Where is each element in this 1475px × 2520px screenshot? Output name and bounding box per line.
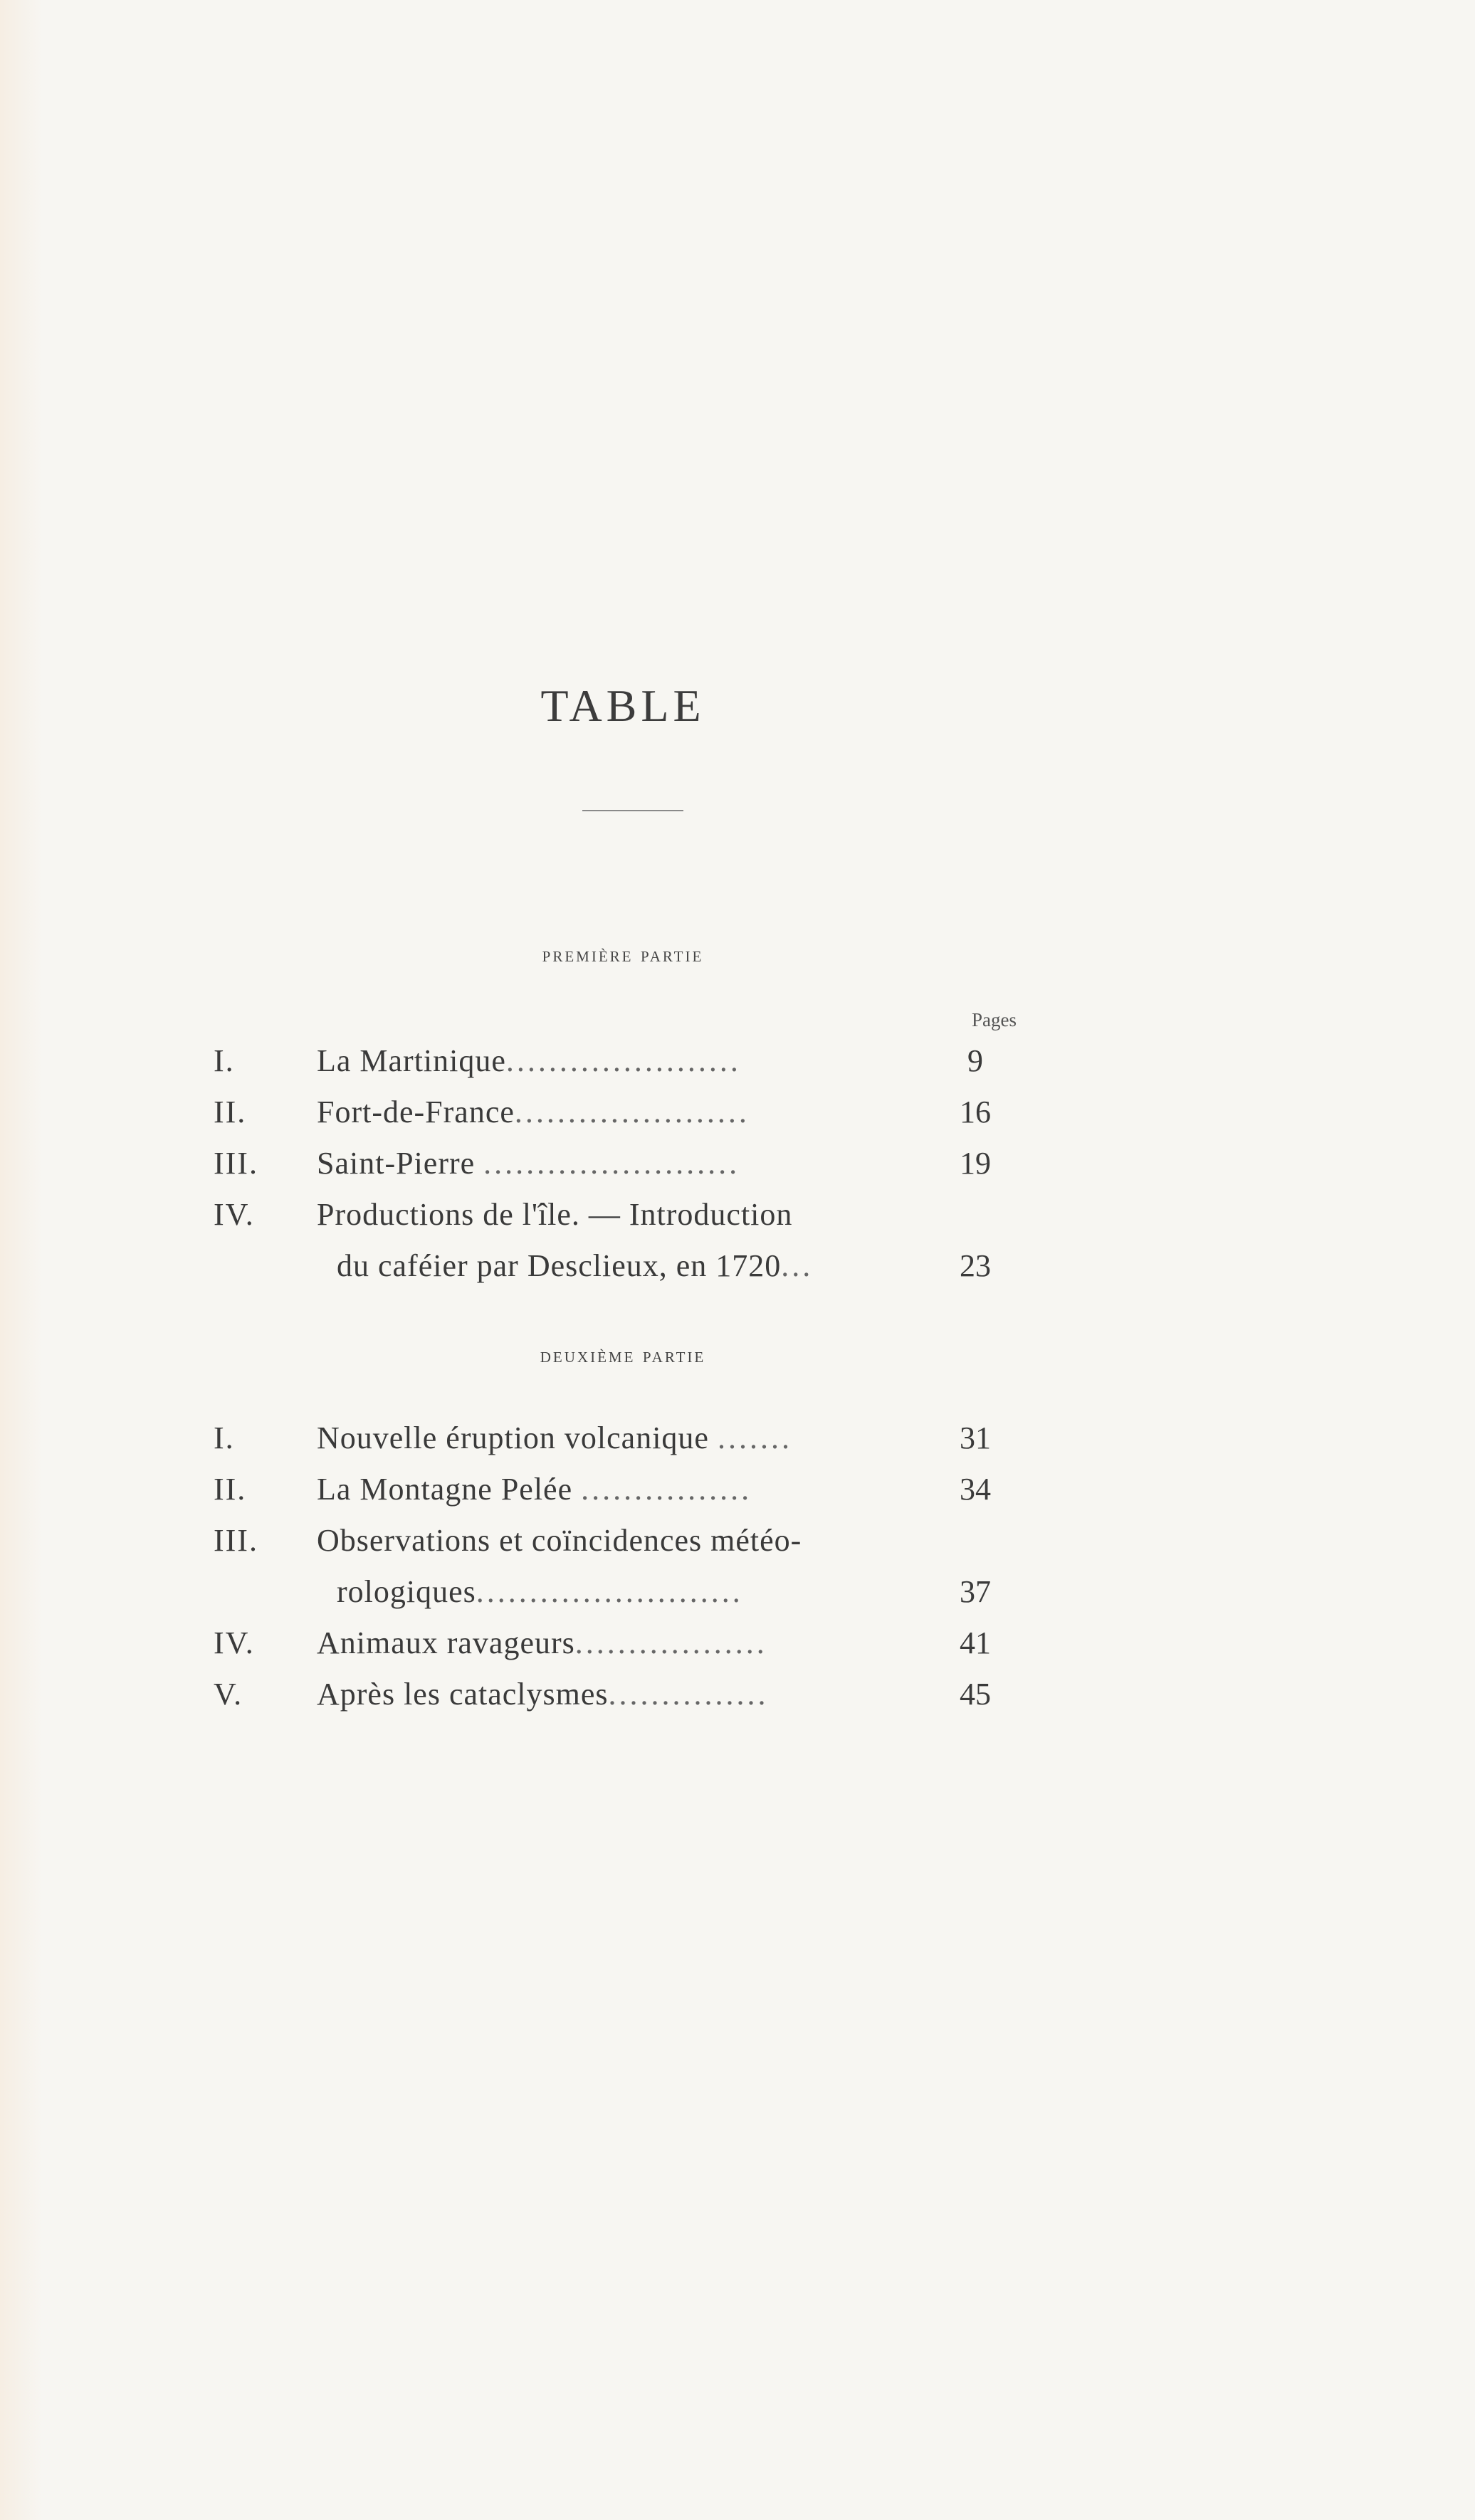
entry-title-text: rologiques — [337, 1574, 476, 1609]
leader-dots: ...................... — [514, 1095, 750, 1129]
leader-dots: .................. — [574, 1625, 767, 1660]
entry-title — [317, 1035, 908, 1087]
entry-title: Observations et coïncidences météo- — [317, 1523, 802, 1558]
pages-column-label: Pages — [972, 1009, 1017, 1030]
toc-entry — [214, 1138, 1054, 1189]
toc-entry-continuation — [214, 1566, 1054, 1618]
leader-dots: ......................... — [476, 1574, 743, 1609]
entry-page-number: 31 — [960, 1420, 991, 1455]
entry-page-number: 16 — [960, 1095, 991, 1129]
entry-title — [317, 1413, 908, 1464]
toc-entry-continuation — [214, 1240, 1054, 1292]
entry-number: IV. — [214, 1625, 255, 1660]
toc-entry — [214, 1618, 1054, 1669]
toc-part-1 — [214, 1035, 1054, 1292]
entry-title: Productions de l'île. — Introduction — [317, 1197, 793, 1232]
entry-number: III. — [214, 1146, 258, 1181]
entry-number: II. — [214, 1095, 247, 1129]
entry-title-text: La Montagne Pelée — [317, 1472, 582, 1507]
entry-title-text: Saint-Pierre — [317, 1146, 484, 1181]
entry-number: IV. — [214, 1197, 255, 1232]
leader-dots: ................ — [581, 1472, 752, 1507]
toc-entry — [214, 1087, 1054, 1138]
toc-entry — [214, 1515, 1054, 1566]
entry-title — [317, 1087, 908, 1138]
entry-title-text: Fort-de-France — [317, 1095, 515, 1129]
entry-title-continued — [317, 1566, 908, 1618]
leader-dots: ............... — [608, 1677, 769, 1712]
leader-dots: ...................... — [505, 1043, 741, 1078]
entry-number: II. — [214, 1472, 247, 1507]
entry-title-text: Animaux ravageurs — [317, 1625, 575, 1660]
entry-title-continued — [317, 1240, 908, 1292]
leader-dots: ... — [781, 1248, 814, 1283]
toc-part-2 — [214, 1413, 1054, 1720]
entry-title — [317, 1138, 908, 1189]
leader-dots: ........................ — [483, 1146, 740, 1181]
toc-entry — [214, 1189, 1054, 1240]
entry-page-number: 45 — [960, 1677, 991, 1712]
toc-entry — [214, 1464, 1054, 1515]
entry-page-number: 41 — [960, 1625, 991, 1660]
entry-number: I. — [214, 1420, 235, 1455]
entry-page-number: 9 — [967, 1043, 983, 1078]
entry-number: V. — [214, 1677, 243, 1712]
entry-number: I. — [214, 1043, 235, 1078]
entry-title — [317, 1464, 908, 1515]
title-divider — [582, 810, 683, 811]
page-title: TABLE — [540, 680, 705, 731]
entry-page-number: 37 — [960, 1574, 991, 1609]
entry-page-number: 34 — [960, 1472, 991, 1507]
part-heading-1: première partie — [542, 943, 704, 966]
entry-title-text: Nouvelle éruption volcanique — [317, 1420, 718, 1455]
entry-number: III. — [214, 1523, 258, 1558]
entry-title-text: Après les cataclysmes — [317, 1677, 609, 1712]
entry-page-number: 23 — [960, 1248, 991, 1283]
toc-entry — [214, 1669, 1054, 1720]
entry-title-text: du caféier par Desclieux, en 1720 — [337, 1248, 782, 1283]
entry-page-number: 19 — [960, 1146, 991, 1181]
leader-dots: ....... — [717, 1420, 792, 1455]
entry-title — [317, 1669, 908, 1720]
toc-entry — [214, 1035, 1054, 1087]
entry-title — [317, 1618, 908, 1669]
entry-title-text: La Martinique — [317, 1043, 506, 1078]
toc-entry — [214, 1413, 1054, 1464]
part-heading-2: deuxième partie — [540, 1344, 706, 1367]
